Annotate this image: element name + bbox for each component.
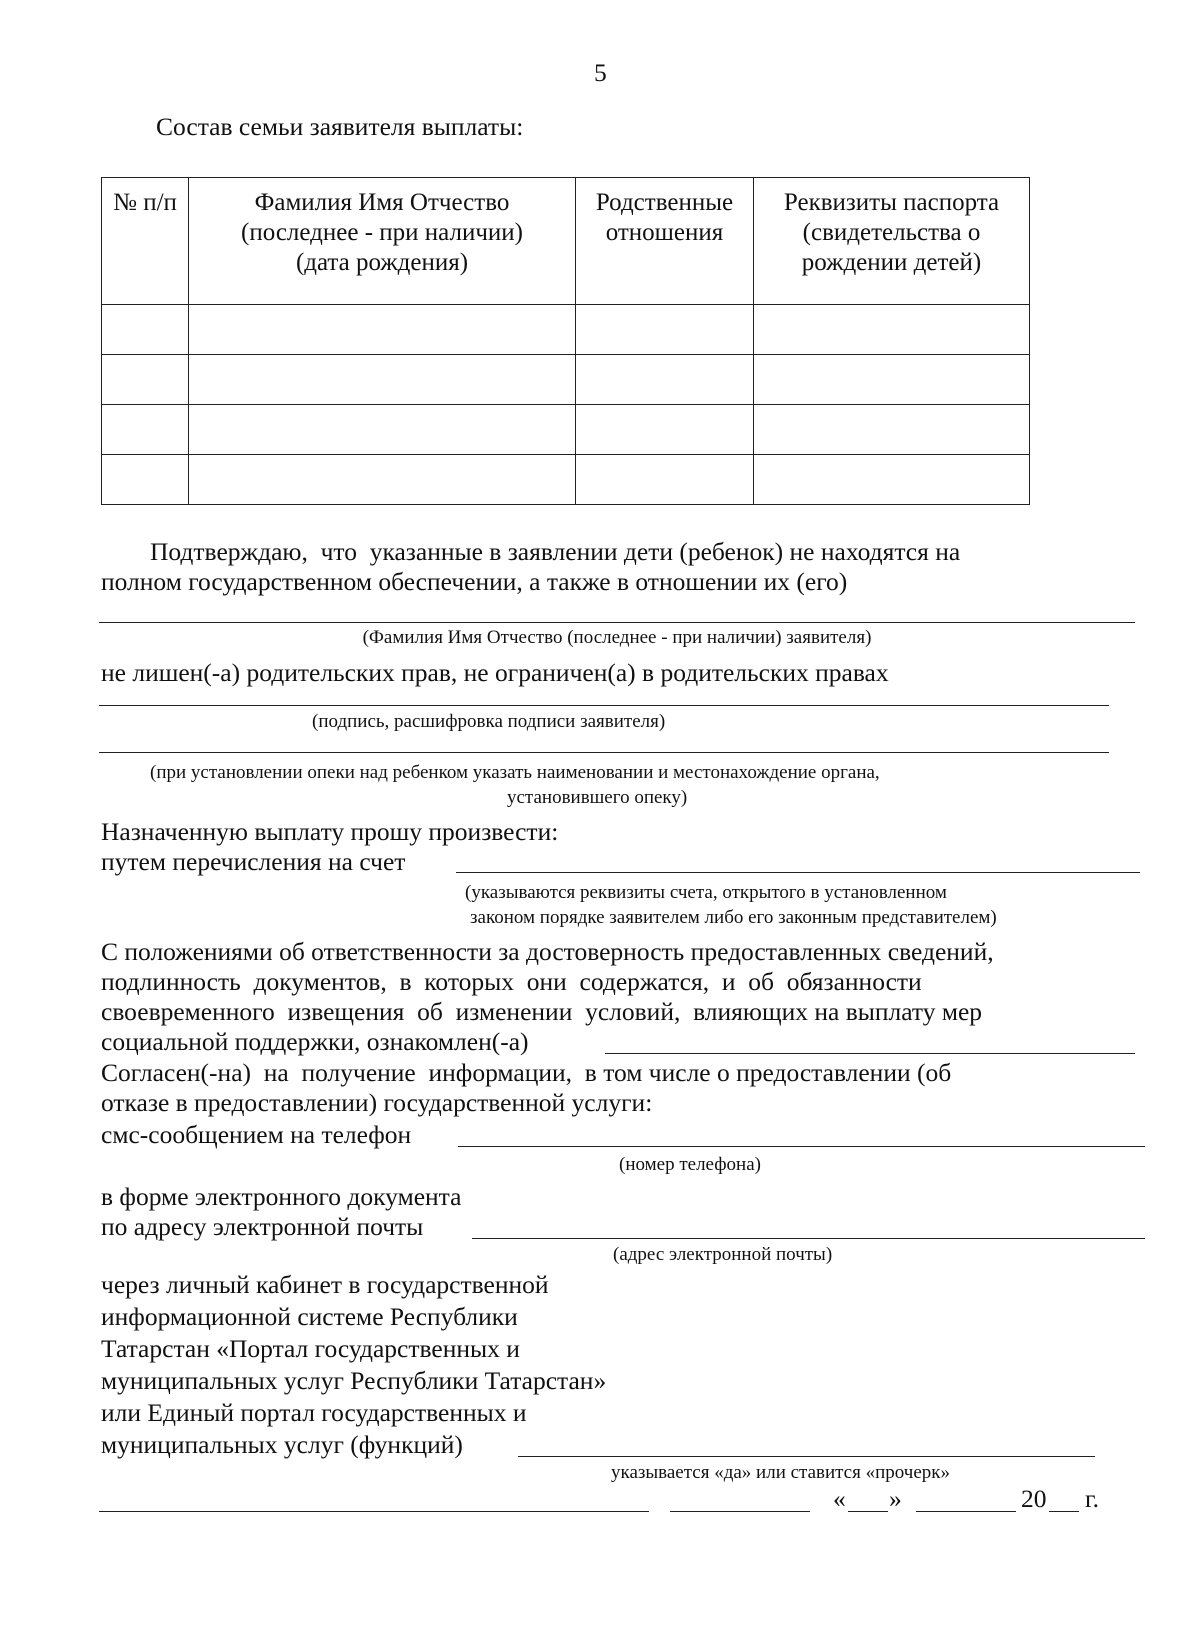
date-day-field[interactable]: [848, 1511, 888, 1512]
confirm-line-1: Подтверждаю, что указанные в заявлении дети (ребенок) не находятся на: [150, 537, 961, 566]
table-cell[interactable]: [754, 355, 1030, 405]
applicant-fio-field[interactable]: [99, 622, 1135, 623]
table-cell[interactable]: [576, 355, 754, 405]
footer-name-field[interactable]: [99, 1511, 649, 1512]
page-number: 5: [594, 58, 607, 87]
responsibility-line-2: подлинность документов, в которых они содержатся, и об обязанности: [101, 967, 922, 996]
portal-field[interactable]: [518, 1456, 1095, 1457]
year-suffix: г.: [1085, 1484, 1099, 1513]
table-row: [102, 405, 1030, 455]
header-number-text: № п/п: [113, 189, 177, 216]
header-relation: [576, 178, 754, 305]
portal-line-3: Татарстан «Портал государственных и: [101, 1334, 520, 1363]
section-heading: Состав семьи заявителя выплаты:: [156, 112, 524, 141]
table-cell[interactable]: [102, 455, 189, 505]
header-passport-line-1: Реквизиты паспорта: [783, 189, 1000, 216]
consent-line-1: Согласен(-на) на получение информации, в том числе о предоставлении (об: [101, 1058, 952, 1087]
portal-line-6: муниципальных услуг (функций): [101, 1430, 463, 1459]
signature-caption: (подпись, расшифровка подписи заявителя): [312, 711, 666, 732]
table-cell[interactable]: [754, 305, 1030, 355]
acknowledgement-field[interactable]: [605, 1053, 1135, 1054]
table-cell[interactable]: [189, 455, 576, 505]
year-prefix: 20: [1021, 1484, 1047, 1513]
portal-line-1: через личный кабинет в государственной: [101, 1270, 549, 1299]
header-full-name-line-1: Фамилия Имя Отчество: [254, 189, 510, 216]
guardianship-field[interactable]: [99, 752, 1109, 753]
header-full-name-line-3: (дата рождения): [295, 249, 469, 276]
table-cell[interactable]: [189, 405, 576, 455]
header-passport-line-3: рождении детей): [801, 249, 982, 276]
portal-caption: указывается «да» или ставится «прочерк»: [611, 1462, 951, 1483]
table-row: [102, 455, 1030, 505]
header-relation-line-2: отношения: [605, 219, 724, 246]
payment-line-1: Назначенную выплату прошу произвести:: [101, 817, 559, 846]
header-passport: [754, 178, 1030, 305]
table-cell[interactable]: [754, 405, 1030, 455]
sms-label: смс-сообщением на телефон: [101, 1120, 412, 1149]
date-open-quote: «: [833, 1484, 846, 1513]
table-row: [102, 355, 1030, 405]
table-cell[interactable]: [189, 355, 576, 405]
portal-line-4: муниципальных услуг Республики Татарстан»: [101, 1366, 607, 1395]
table-cell[interactable]: [102, 355, 189, 405]
table-cell[interactable]: [189, 305, 576, 355]
table-header-row: [102, 178, 1030, 305]
responsibility-line-1: С положениями об ответственности за достоверность предоставленных сведений,: [101, 937, 994, 966]
phone-caption: (номер телефона): [619, 1154, 761, 1175]
table-cell[interactable]: [576, 455, 754, 505]
header-relation-line-1: Родственные: [595, 189, 734, 216]
email-label-1: в форме электронного документа: [101, 1182, 462, 1211]
footer-signature-field[interactable]: [670, 1511, 810, 1512]
bank-account-caption-1: (указываются реквизиты счета, открытого в установленном: [465, 882, 947, 903]
bank-account-caption-2: законом порядке заявителем либо его законным представителем): [470, 907, 997, 928]
date-year-field[interactable]: [1049, 1511, 1079, 1512]
guardianship-caption-1: (при установлении опеки над ребенком указать наименовании и местонахождение органа,: [150, 762, 880, 783]
date-close-quote: »: [889, 1484, 902, 1513]
applicant-fio-caption: (Фамилия Имя Отчество (последнее - при наличии) заявителя): [362, 627, 872, 648]
table-cell[interactable]: [754, 455, 1030, 505]
email-caption: (адрес электронной почты): [613, 1244, 833, 1265]
header-passport-line-2: (свидетельства о: [802, 219, 981, 246]
bank-account-field[interactable]: [456, 872, 1140, 873]
responsibility-line-4: социальной поддержки, ознакомлен(-а): [101, 1027, 529, 1056]
parental-rights-text: не лишен(-а) родительских прав, не ограничен(а) в родительских правах: [101, 658, 889, 687]
consent-line-2: отказе в предоставлении) государственной услуги:: [101, 1088, 653, 1117]
phone-field[interactable]: [458, 1146, 1145, 1147]
responsibility-line-3: своевременного извещения об изменении условий, влияющих на выплату мер: [101, 997, 983, 1026]
header-number: [102, 178, 189, 305]
header-full-name-line-2: (последнее - при наличии): [241, 219, 523, 246]
header-full-name: [189, 178, 576, 305]
table-cell[interactable]: [102, 405, 189, 455]
confirm-line-2: полном государственном обеспечении, а также в отношении их (его): [101, 567, 848, 596]
portal-line-5: или Единый портал государственных и: [101, 1398, 527, 1427]
table-cell[interactable]: [576, 305, 754, 355]
family-composition-table: [101, 177, 1030, 505]
email-label-2: по адресу электронной почты: [101, 1212, 424, 1241]
portal-line-2: информационной системе Республики: [101, 1302, 518, 1331]
table-cell[interactable]: [102, 305, 189, 355]
guardianship-caption-2: установившего опеку): [507, 787, 688, 808]
date-month-field[interactable]: [916, 1511, 1016, 1512]
table-cell[interactable]: [576, 405, 754, 455]
signature-field[interactable]: [99, 705, 1109, 706]
email-field[interactable]: [472, 1238, 1145, 1239]
payment-line-2: путем перечисления на счет: [101, 847, 406, 876]
table-row: [102, 305, 1030, 355]
